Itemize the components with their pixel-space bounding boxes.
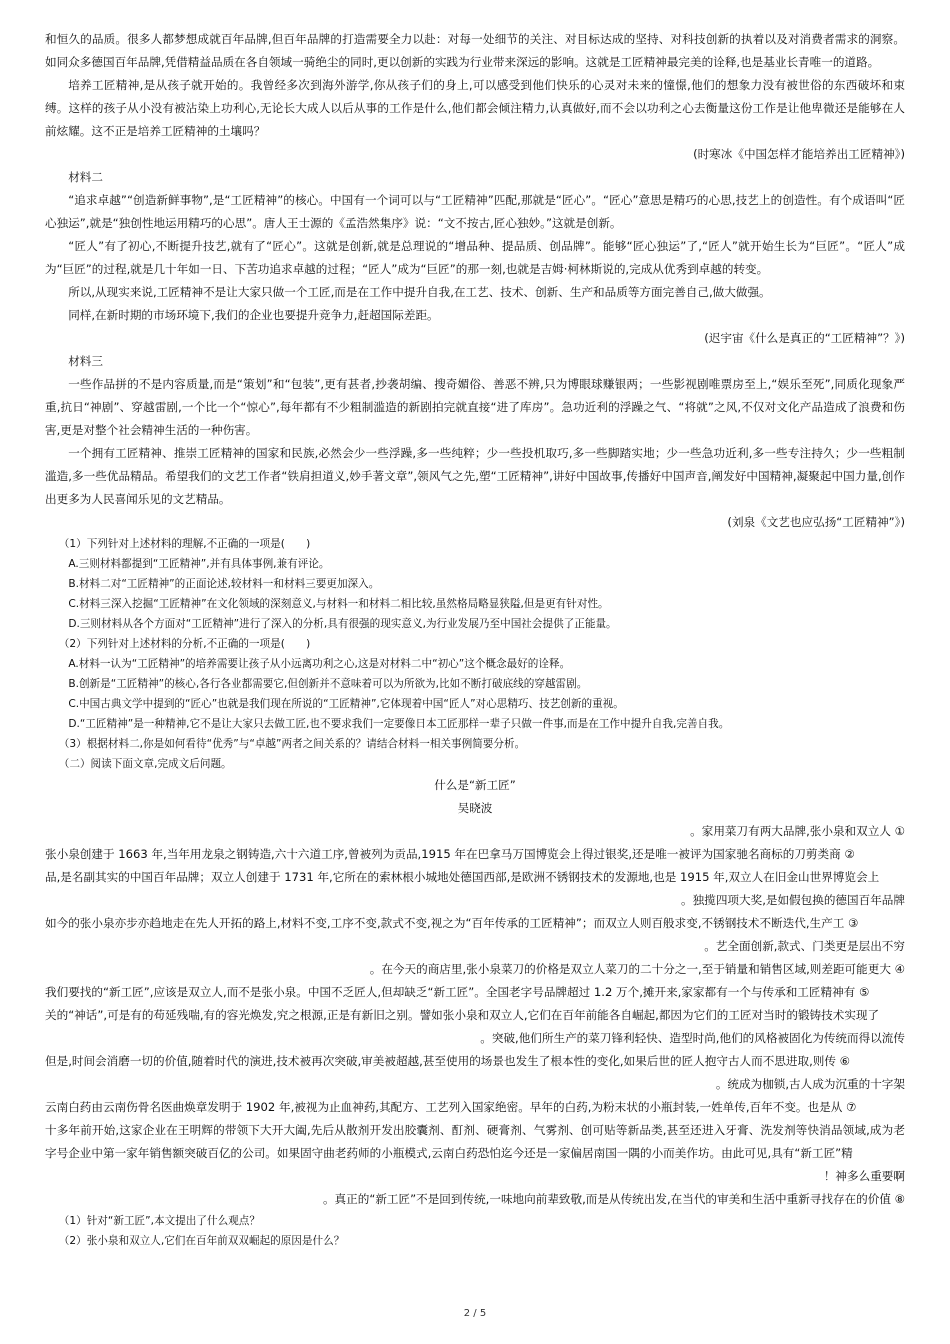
- paragraph: 所以,从现实来说,工匠精神不是让大家只做一个工匠,而是在工作中提升自我,在工艺、技术、创新、生产和品质等方面完善自己,做大做强。: [68, 285, 771, 299]
- paragraph: 。家用菜刀有两大品牌,张小泉和双立人 ①: [690, 824, 905, 838]
- page-number: 2 / 5: [463, 1308, 487, 1319]
- paragraph: 培养工匠精神,是从孩子就开始的。我曾经多次到海外游学,你从孩子们的身上,可以感受到他们快乐的心灵对未来的憧憬,他们的想象力没有被世俗的东西破坏和束缚。这样的孩子从小没有被沾染上功利心,无论长大成人以后从事的工作是什么,他们都会倾注精力,认真做好,而不会以功利之心去衡量这份工作是让他卑微还是能够在人前炫耀。这不正是培养工匠精神的土壤吗？: [45, 78, 905, 138]
- paragraph: 云南白药由云南伤骨名医曲焕章发明于 1902 年,被视为止血神药,其配方、工艺列入国家绝密。早年的白药,为粉末状的小瓶封装,一姓单传,百年不变。也是从 ⑦: [45, 1100, 857, 1114]
- paragraph: 但是,时间会消磨一切的价值,随着时代的演进,技术被再次突破,审美被超越,甚至使用的场景也发生了根本性的变化,如果后世的匠人抱守古人而不思进取,则传 ⑥: [45, 1054, 851, 1068]
- paragraph: 十多年前开始,这家企业在王明辉的带领下大开大阖,先后从散剂开发出胶囊剂、酊剂、硬膏剂、气雾剂、创可贴等新品类,甚至还进入牙膏、洗发剂等快消品领域,成为老字号企业中第一家年销售额突破百亿的公司。如果固守曲老药师的小瓶模式,云南白药恐怕迄今还是一家偏居南国一隅的小而美作坊。由此可见,具有“新工匠”精: [45, 1123, 905, 1160]
- paragraph: “追求卓越”“创造新鲜事物”,是“工匠精神”的核心。中国有一个词可以与“工匠精神”匹配,那就是“匠心”。“匠心”意思是精巧的心思,技艺上的创造性。有个成语叫“匠心独运”,就是“独创性地运用精巧的心思”。唐人王士源的《孟浩然集序》说：“文不按古,匠心独妙。”这就是创新。: [45, 193, 905, 230]
- paragraph: ！神多么重要啊: [823, 1169, 905, 1183]
- paragraph: 。突破,他们所生产的菜刀锋利轻快、造型时尚,他们的风格被固化为传统而得以流传: [480, 1031, 905, 1045]
- question-stem: （1）下列针对上述材料的理解,不正确的一项是( ): [58, 538, 311, 550]
- paragraph: 如今的张小泉亦步亦趋地走在先人开拓的路上,材料不变,工序不变,款式不变,视之为“百年传承的工匠精神”；而双立人则百般求变,不锈钢技术不断迭代,生产工 ③: [45, 916, 859, 930]
- material-heading: 材料二: [68, 170, 103, 184]
- paragraph: 。独揽四项大奖,是如假包换的德国百年品牌: [681, 893, 905, 907]
- answer-option: A.材料一认为“工匠精神”的培养需要让孩子从小远离功利之心,这是对材料二中“初心”这个概念最好的诠释。: [68, 658, 571, 670]
- answer-option: B.创新是“工匠精神”的核心,各行各业都需要它,但创新并不意味着可以为所欲为,比如不断打破底线的穿越雷剧。: [68, 678, 588, 690]
- paragraph: 和恒久的品质。很多人都梦想成就百年品牌,但百年品牌的打造需要全力以赴：对每一处细节的关注、对目标达成的坚持、对科技创新的执着以及对消费者需求的洞察。如同众多德国百年品牌,凭借精益品质在各自领域一骑绝尘的同时,更以创新的实践为行业带来深远的影响。这就是工匠精神最完美的诠释,也是基业长青唯一的道路。: [45, 32, 905, 69]
- question-stem: （2）张小泉和双立人,它们在百年前双双崛起的原因是什么？: [58, 1235, 345, 1247]
- paragraph: 一个拥有工匠精神、推崇工匠精神的国家和民族,必然会少一些浮躁,多一些纯粹；少一些投机取巧,多一些脚踏实地；少一些急功近利,多一些专注持久；少一些粗制滥造,多一些优品精品。希望我们的文艺工作者“铁肩担道义,妙手著文章”,领风气之先,塑“工匠精神”,讲好中国故事,传播好中国声音,阐发好中国精神,凝聚起中国力量,创作出更多为人民喜闻乐见的文艺精品。: [45, 446, 905, 506]
- source-citation: (迟宇宙《什么是真正的“工匠精神”？》): [704, 331, 905, 345]
- paragraph: 。统成为枷锁,古人成为沉重的十字架: [715, 1077, 905, 1091]
- answer-option: B.材料二对“工匠精神”的正面论述,较材料一和材料三要更加深入。: [68, 578, 380, 590]
- paragraph: 。艺全面创新,款式、门类更是层出不穷: [704, 939, 905, 953]
- paragraph: 同样,在新时期的市场环境下,我们的企业也要提升竞争力,赶超国际差距。: [68, 308, 439, 322]
- answer-option: D.三则材料从各个方面对“工匠精神”进行了深入的分析,具有很强的现实意义,为行业发展乃至中国社会提供了正能量。: [68, 618, 617, 630]
- answer-option: C.材料三深入挖掘“工匠精神”在文化领域的深刻意义,与材料一和材料二相比较,虽然格局略显狭隘,但是更有针对性。: [68, 598, 609, 610]
- paragraph: “匠人”有了初心,不断提升技艺,就有了“匠心”。这就是创新,就是总理说的“增品种、提品质、创品牌”。能够“匠心独运”了,“匠人”就开始生长为“巨匠”。“匠人”成为“巨匠”的过程,就是几十年如一日、下苦功追求卓越的过程；“匠人”成为“巨匠”的那一刻,也就是吉姆·柯林斯说的,完成从优秀到卓越的转变。: [45, 239, 905, 276]
- article-author: 吴晓波: [457, 801, 493, 815]
- paragraph: 张小泉创建于 1663 年,当年用龙泉之钢铸造,六十六道工序,曾被列为贡品,1915 年在巴拿马万国博览会上得过银奖,还是唯一被评为国家驰名商标的刀剪类商 ②: [45, 847, 855, 861]
- material-heading: 材料三: [68, 354, 103, 368]
- paragraph: 品,是名副其实的中国百年品牌；双立人创建于 1731 年,它所在的索林根小城地处德国西部,是欧洲不锈钢技术的发源地,也是 1915 年,双立人在旧金山世界博览会上: [45, 870, 880, 884]
- answer-option: C.中国古典文学中提到的“匠心”也就是我们现在所说的“工匠精神”,它体现着中国“匠人”对心思精巧、技艺创新的重视。: [68, 698, 624, 710]
- answer-option: A.三则材料都提到“工匠精神”,并有具体事例,兼有评论。: [68, 558, 330, 570]
- question-stem: （2）下列针对上述材料的分析,不正确的一项是( ): [58, 638, 311, 650]
- paragraph: 关的“神话”,可是有的苟延残喘,有的容光焕发,究之根源,正是有新旧之别。譬如张小泉和双立人,它们在百年前能各自崛起,都因为它们的工匠对当时的锻铸技术实现了: [45, 1008, 880, 1022]
- question-stem: （3）根据材料二,你是如何看待“优秀”与“卓越”两者之间关系的？请结合材料一相关事例简要分析。: [58, 738, 526, 750]
- source-citation: (刘泉《文艺也应弘扬“工匠精神”》): [727, 515, 905, 529]
- paragraph: 一些作品拼的不是内容质量,而是“策划”和“包装”,更有甚者,抄袭胡编、搜奇媚俗、善恶不辨,只为博眼球赚银两；一些影视剧唯票房至上,“娱乐至死”,同质化现象严重,抗日“神剧”、穿越雷剧,一个比一个“惊心”,每年都有不少粗制滥造的新剧拍完就直接“进了库房”。急功近利的浮躁之气、“将就”之风,不仅对文化产品造成了浪费和伤害,更是对整个社会精神生活的一种伤害。: [45, 377, 905, 437]
- article-title: 什么是“新工匠”: [434, 778, 516, 792]
- answer-option: D.“工匠精神”是一种精神,它不是让大家只去做工匠,也不要求我们一定要像日本工匠那样一辈子只做一件事,而是在工作中提升自我,完善自我。: [68, 718, 730, 730]
- source-citation: (时寒冰《中国怎样才能培养出工匠精神》): [693, 147, 905, 161]
- question-stem: （1）针对“新工匠”,本文提出了什么观点？: [58, 1215, 260, 1227]
- paragraph: 。真正的“新工匠”不是回到传统,一味地向前辈致敬,而是从传统出发,在当代的审美和生活中重新寻找存在的价值 ⑧: [322, 1192, 905, 1206]
- paragraph: 我们要找的“新工匠”,应该是双立人,而不是张小泉。中国不乏匠人,但却缺乏“新工匠”。全国老字号品牌超过 1.2 万个,摊开来,家家都有一个与传承和工匠精神有 ⑤: [45, 985, 870, 999]
- section-instruction: （二）阅读下面文章,完成文后问题。: [58, 758, 232, 770]
- paragraph: 。在今天的商店里,张小泉菜刀的价格是双立人菜刀的二十分之一,至于销量和销售区域,则差距可能更大 ④: [369, 962, 905, 976]
